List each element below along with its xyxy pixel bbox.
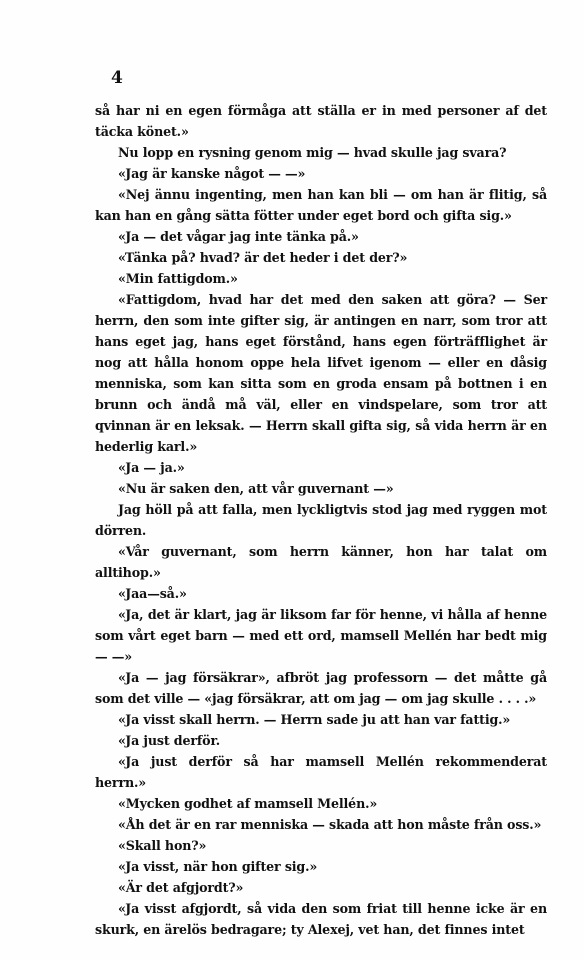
page-number: 4 (111, 68, 123, 88)
paragraph: «Ja — ja.» (118, 460, 185, 475)
paragraph: Jag höll på att falla, men lyckligtvis stod jag med ryggen mot dörren. (95, 502, 547, 538)
paragraph: «Fattigdom, hvad har det med den saken att göra? — Ser herrn, den som inte gifter sig, är antingen en narr, som tror att hans eget jag, hans eget förstånd, hans egen förträfflighet är nog att hålla honom oppe hela lifvet igenom — eller en dåsig menniska, som kan sitta som en groda ensam på bottnen i en brunn och ändå må väl, eller en vindspelare, som tror att qvinnan är en leksak. — Herrn skall gifta sig, så vida herrn är en hederlig karl.» (95, 292, 547, 454)
body-text (95, 100, 547, 940)
paragraph: Nu lopp en rysning genom mig — hvad skulle jag svara? (118, 145, 507, 160)
paragraph: «Nu är saken den, att vår guvernant —» (118, 481, 394, 496)
paragraph: «Ja visst skall herrn. — Herrn sade ju att han var fattig.» (118, 712, 511, 727)
paragraph: «Ja visst afgjordt, så vida den som friat till henne icke är en skurk, en ärelös bedragare; ty Alexej, vet han, det finnes intet (95, 901, 547, 937)
paragraph: «Ja — det vågar jag inte tänka på.» (118, 229, 359, 244)
paragraph: «Nej ännu ingenting, men han kan bli — om han är flitig, så kan han en gång sätta fötter under eget bord och gifta sig.» (95, 187, 547, 223)
paragraph: «Åh det är en rar menniska — skada att hon måste från oss.» (118, 817, 542, 832)
paragraph: «Jaa—så.» (118, 586, 187, 601)
paragraph: «Ja, det är klart, jag är liksom far för henne, vi hålla af henne som vårt eget barn — med ett ord, mamsell Mellén har bedt mig — —» (95, 607, 547, 664)
paragraph: så har ni en egen förmåga att ställa er in med personer af det täcka könet.» (95, 103, 547, 139)
paragraph: «Ja just derför. (118, 733, 221, 748)
paragraph: «Mycken godhet af mamsell Mellén.» (118, 796, 378, 811)
paragraph: «Ja — jag försäkrar», afbröt jag professorn — det måtte gå som det ville — «jag försäkrar, att om jag — om jag skulle . . . .» (95, 670, 547, 706)
paragraph: «Tänka på? hvad? är det heder i det der?» (118, 250, 408, 265)
paragraph: «Min fattigdom.» (118, 271, 238, 286)
paragraph: «Vår guvernant, som herrn känner, hon har talat om alltihop.» (95, 544, 547, 580)
paragraph: «Skall hon?» (118, 838, 207, 853)
paragraph: «Är det afgjordt?» (118, 880, 244, 895)
paragraph: «Ja visst, när hon gifter sig.» (118, 859, 318, 874)
paragraph: «Ja just derför så har mamsell Mellén rekommenderat herrn.» (95, 754, 547, 790)
paragraph: «Jag är kanske något — —» (118, 166, 306, 181)
